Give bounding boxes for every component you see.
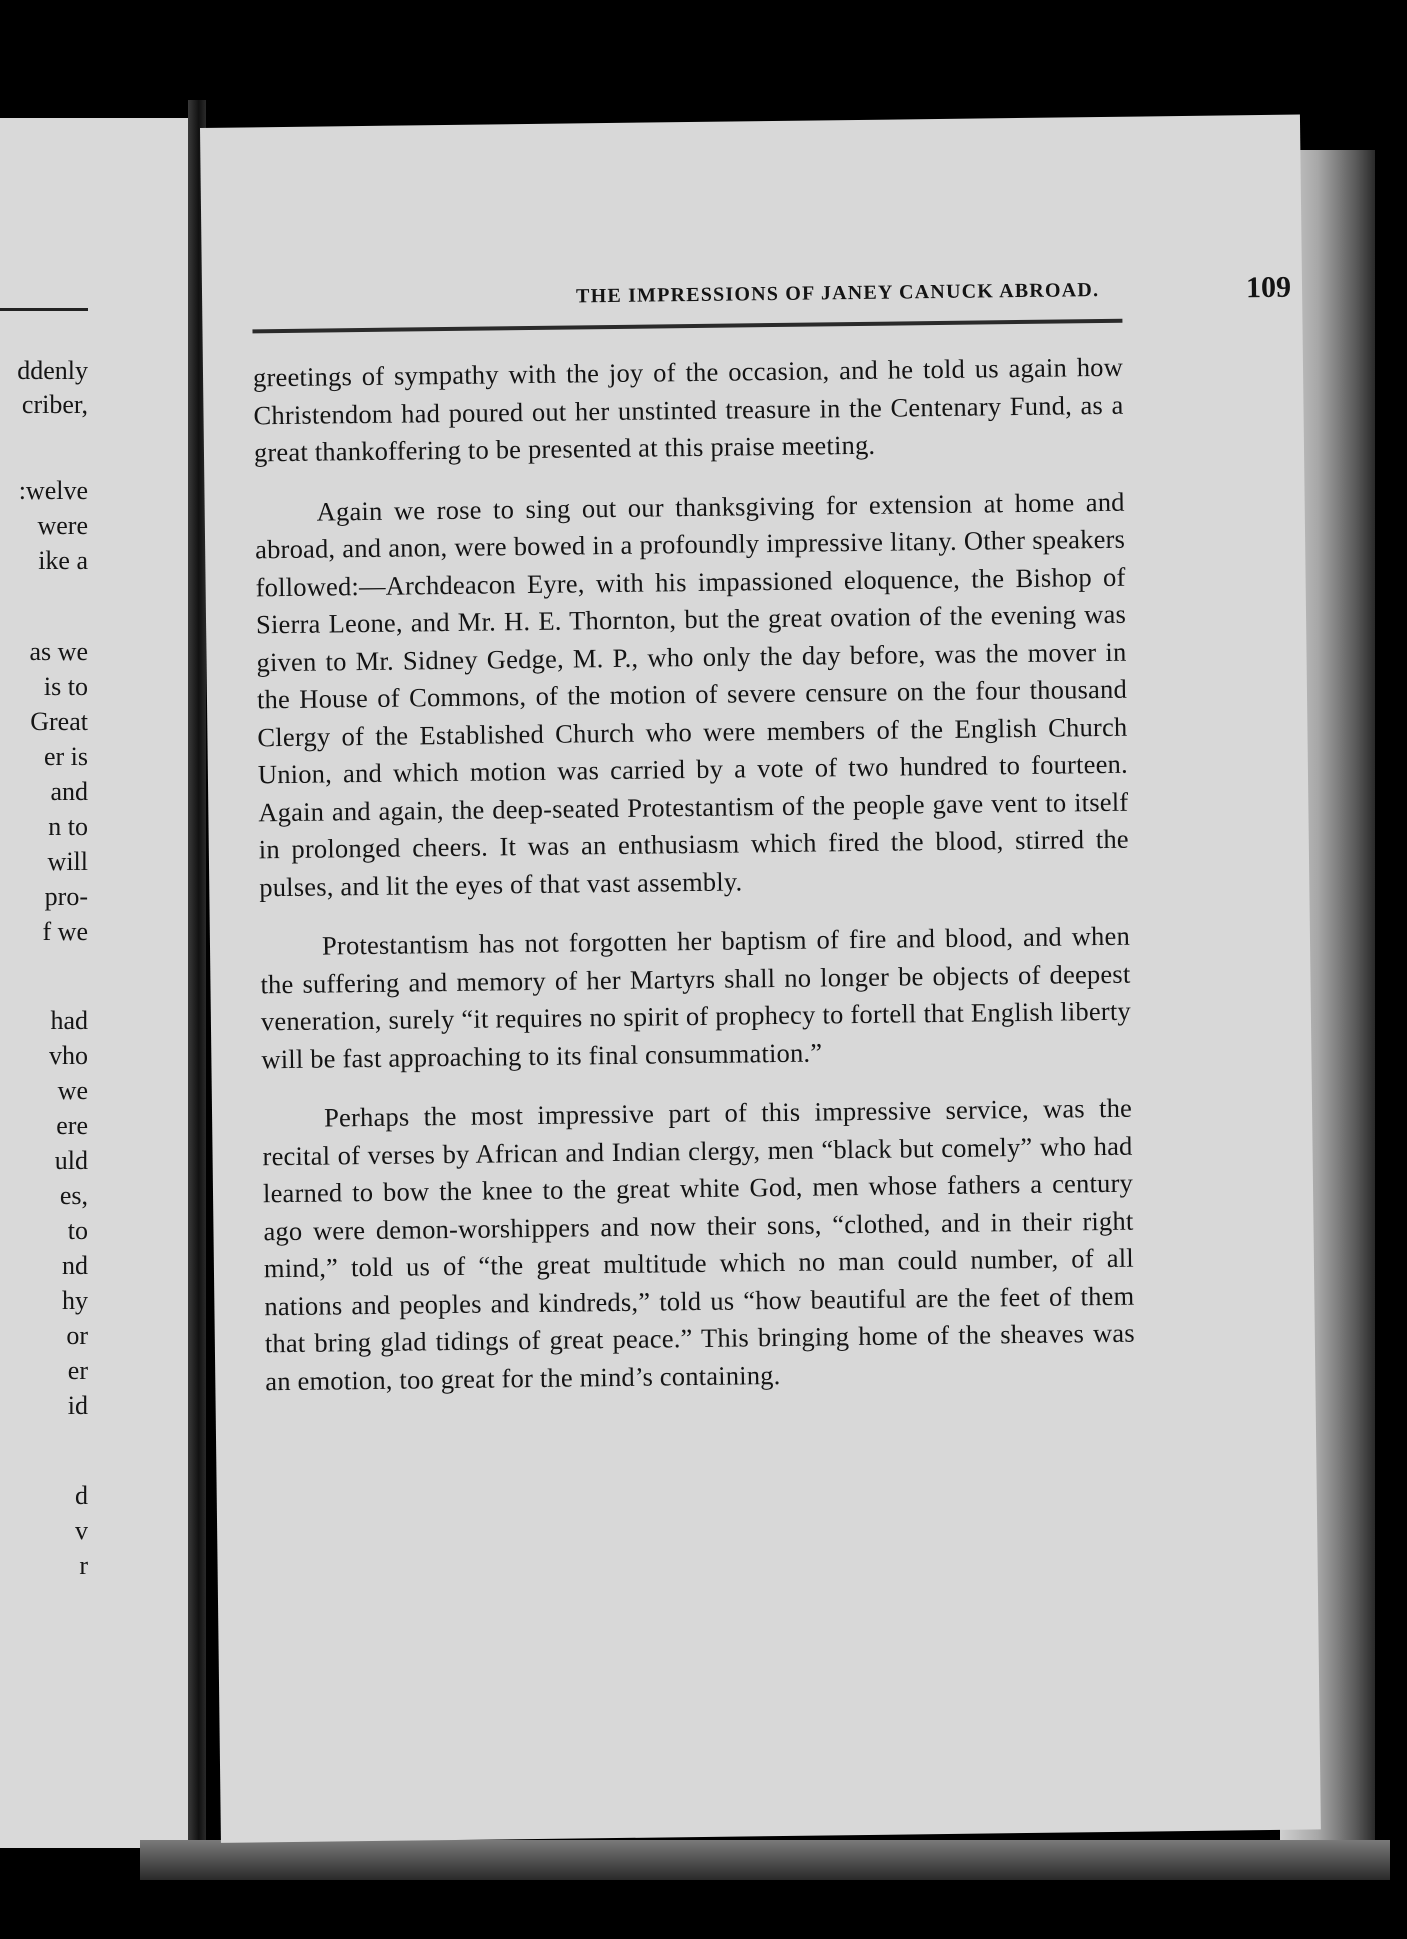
previous-page-fragment-line: ere [56, 1111, 88, 1140]
previous-page-fragment-line: pro- [44, 882, 88, 911]
previous-page-fragment-line: ddenly [17, 356, 88, 385]
paragraph-1: greetings of sympathy with the joy of the occasion, and he told us again how Christendom had poured out her unstinted treasure in the Centenary Fund, as a great thankoffering to be presented at this praise meeting. [252, 351, 1124, 468]
previous-page-fragment-line: hy [62, 1286, 88, 1315]
page-number: 109 [1245, 270, 1292, 305]
previous-page-fragment-line: had [50, 1006, 88, 1035]
previous-page-fragment-line: f we [42, 917, 88, 946]
previous-page-fragment-line: and [50, 777, 88, 806]
paragraph-3: Protestantism has not forgotten her baptism of fire and blood, and when the suffering and memory of her Martyrs shall no longer be objects of deepest veneration, surely “it requires no spirit of prophecy to fortell that English liberty will be fast approaching to its final consummation.” [260, 920, 1132, 1074]
previous-page-fragment-line: d [75, 1481, 88, 1510]
previous-page-fragment-line: we [57, 1076, 88, 1105]
paragraph-2: Again we rose to sing out our thanksgiving for extension at home and abroad, and anon, were bowed in a profoundly impressive litany. Other speakers followed:—Archdeacon Eyre, with his impassioned eloquence, the Bishop of Sierra Leone, and Mr. H. E. Thornton, but the great ovation of the evening was given to Mr. Sidney Gedge, M. P., who only the day before, was the mover in the House of Commons, of the motion of severe censure on the four thousand Clergy of the Established Church who were members of the English Church Union, and which motion was carried by a vote of two hundred to fourteen. Again and again, the deep-seated Protestantism of the people gave vent to itself in prolonged cheers. It was an enthusiasm which fired the blood, stirred the pulses, and lit the eyes of that vast assembly. [254, 486, 1129, 902]
previous-page-fragment-line: er is [43, 742, 88, 771]
bottom-page-edge [140, 1840, 1390, 1880]
previous-page-fragment-line: nd [62, 1251, 88, 1280]
previous-page-fragment-line: criber, [21, 390, 88, 419]
previous-page-fragment [0, 118, 200, 1848]
previous-page-fragment-line: as we [29, 637, 88, 666]
previous-page-fragment-line: id [67, 1391, 88, 1420]
previous-page-fragment-line: is to [43, 672, 88, 701]
previous-page-fragment-line: er [67, 1356, 88, 1385]
previous-page-fragment-line: or [66, 1321, 88, 1350]
previous-page-fragment-line: :welve [18, 476, 88, 505]
previous-page-fragment-line: uld [54, 1146, 88, 1175]
running-title: THE IMPRESSIONS OF JANEY CANUCK ABROAD. [575, 279, 1100, 308]
page-body [253, 349, 1136, 1423]
previous-page-fragment-line: vho [49, 1041, 88, 1070]
previous-page-fragment-line: Great [30, 707, 88, 736]
previous-page-fragment-line: r [79, 1551, 88, 1580]
header-rule [252, 319, 1122, 334]
paragraph-4: Perhaps the most impressive part of this impressive service, was the recital of verses by African and Indian clergy, men “black but comely” who had learned to bow the knee to the great white God, men whose fathers a century ago were demon-worshippers and now their sons, “clothed, and in their right mind,” told us of “the great multitude which no man could number, of all nations and peoples and kindreds,” told us “how beautiful are the feet of them that bring glad tidings of great peace.” This bringing home of the sheaves was an emotion, too great for the mind’s containing. [262, 1092, 1135, 1396]
previous-page-head-rule [0, 308, 88, 311]
book-page [200, 115, 1321, 1843]
running-head [376, 264, 1316, 315]
previous-page-fragment-line: to [67, 1216, 88, 1245]
previous-page-fragment-line: will [47, 847, 88, 876]
previous-page-fragment-line: n to [48, 812, 88, 841]
previous-page-fragment-line: ike a [38, 546, 88, 575]
previous-page-fragment-line: es, [59, 1181, 88, 1210]
previous-page-fragment-line: v [75, 1516, 88, 1545]
previous-page-fragment-line: were [37, 511, 88, 540]
